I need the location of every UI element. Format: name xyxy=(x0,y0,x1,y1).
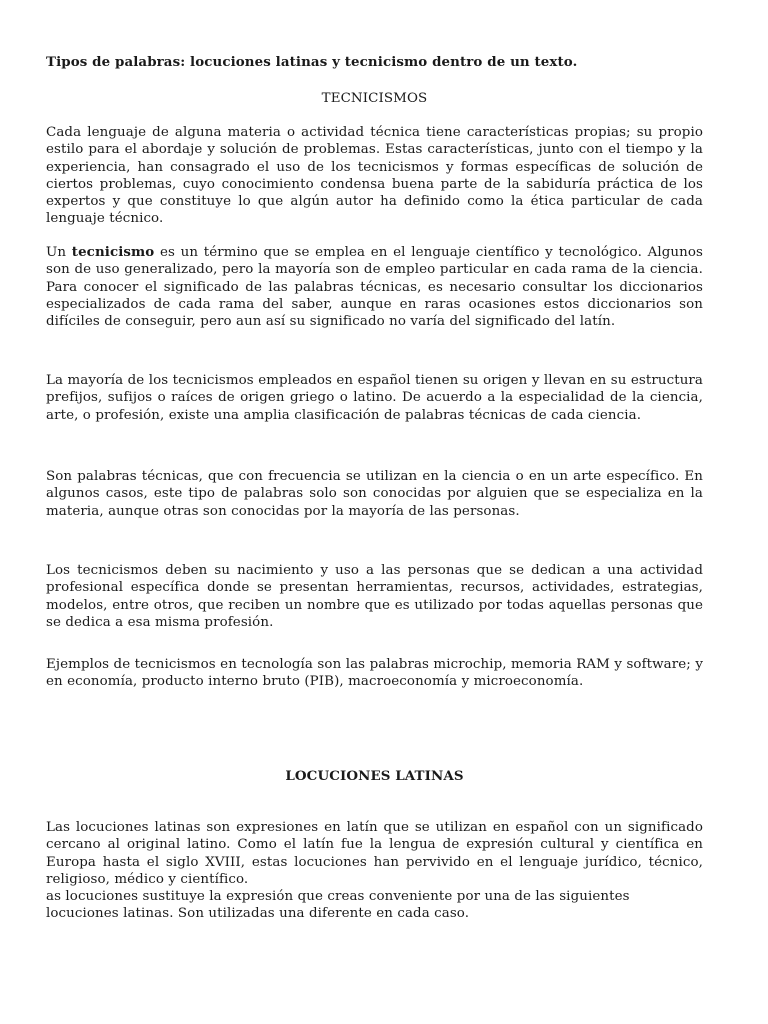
paragraph-8: as locuciones sustituye la expresión que creas conveniente por una de las siguientes locuciones latinas. Son utilizadas una diferente en cada caso. xyxy=(46,889,630,922)
paragraph-4: Son palabras técnicas, que con frecuencia se utilizan en la ciencia o en un arte específico. En algunos casos, este tipo de palabras solo son conocidas por alguien que se especializa en la materia, aunque otras son conocidas por la mayoría de las personas. xyxy=(46,469,703,519)
paragraph-2-start: Un xyxy=(46,245,67,260)
paragraph-6: Ejemplos de tecnicismos en tecnología son las palabras microchip, memoria RAM y software; y en economía, producto interno bruto (PIB), macroeconomía y microeconomía. xyxy=(46,657,703,690)
section-heading-tecnicismos: TECNICISMOS xyxy=(321,91,428,106)
paragraph-2 xyxy=(46,244,703,330)
paragraph-7: Las locuciones latinas son expresiones en latín que se utilizan en español con un significado cercano al original latino. Como el latín fue la lengua de expresión cultural y científica en Europa hasta el siglo XVIII, estas locuciones han pervivido en el lenguaje jurídico, técnico, religioso, médico y científico. xyxy=(46,820,703,887)
paragraph-2-rest: es un término que se emplea en el lenguaje científico y tecnológico. Algunos son de uso generalizado, pero la mayoría son de empleo particular en cada rama de la ciencia. Para conocer el significado de las palabras técnicas, es necesario consultar los diccionarios especializados de cada rama del saber, aunque en raras ocasiones estos diccionarios son difíciles de conseguir, pero aun así su significado no varía del significado del latín. xyxy=(46,245,704,330)
paragraph-1: Cada lenguaje de alguna materia o actividad técnica tiene características propias; su propio estilo para el abordaje y solución de problemas. Estas características, junto con el tiempo y la experiencia, han consagrado el uso de los tecnicismos y formas específicas de solución de ciertos problemas, cuyo conocimiento condensa buena parte de la sabiduría práctica de los expertos y que constituye lo que algún autor ha definido como la ética particular de cada lenguaje técnico. xyxy=(46,125,703,227)
document-title: Tipos de palabras: locuciones latinas y tecnicismo dentro de un texto. xyxy=(46,54,578,70)
section-heading-locuciones: LOCUCIONES LATINAS xyxy=(285,768,464,784)
paragraph-5: Los tecnicismos deben su nacimiento y uso a las personas que se dedican a una actividad profesional específica donde se presentan herramientas, recursos, actividades, estrategias, modelos, entre otros, que reciben un nombre que es utilizado por todas aquellas personas que se dedica a esa misma profesión. xyxy=(46,563,703,630)
paragraph-3: La mayoría de los tecnicismos empleados en español tienen su origen y llevan en su estructura prefijos, sufijos o raíces de origen griego o latino. De acuerdo a la especialidad de la ciencia, arte, o profesión, existe una amplia clasificación de palabras técnicas de cada ciencia. xyxy=(46,373,703,423)
term-tecnicismo: tecnicismo xyxy=(71,244,155,260)
